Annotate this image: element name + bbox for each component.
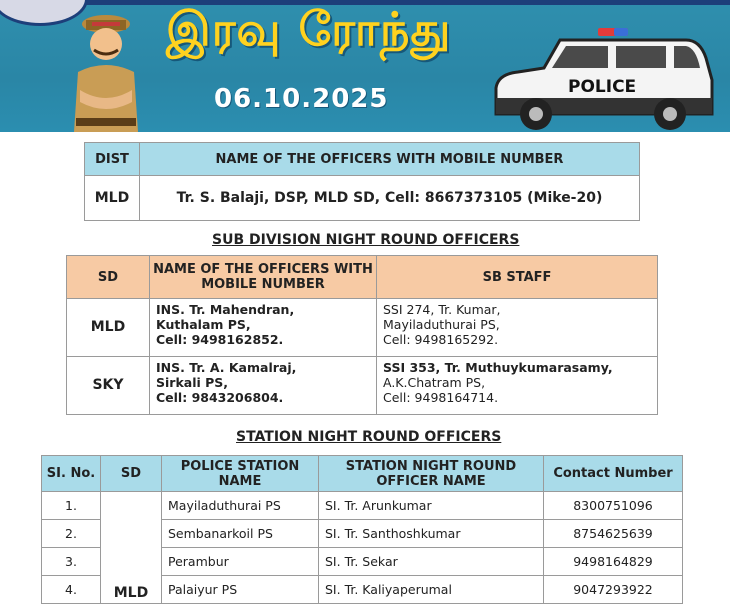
- column-header: STATION NIGHT ROUND OFFICER NAME: [319, 456, 544, 492]
- sd-group-cell: MLD: [101, 492, 162, 604]
- police-station-cell: Mayiladuthurai PS: [162, 492, 319, 520]
- police-station-cell: Sembanarkoil PS: [162, 520, 319, 548]
- officer-line: Cell: 9843206804.: [156, 390, 284, 405]
- dist-officer-table: [84, 142, 640, 221]
- contact-cell: 8754625639: [544, 520, 683, 548]
- sb-staff-cell: [377, 357, 658, 415]
- column-header: SD: [101, 456, 162, 492]
- station-heading: STATION NIGHT ROUND OFFICERS: [236, 429, 502, 445]
- serial-cell: 1.: [42, 492, 101, 520]
- officer-line: INS. Tr. A. Kamalraj,: [156, 360, 297, 375]
- contact-cell: 9047293922: [544, 576, 683, 604]
- column-header: SD: [67, 256, 150, 299]
- sd-cell: SKY: [67, 357, 150, 415]
- column-header: NAME OF THE OFFICERS WITH MOBILE NUMBER: [140, 143, 640, 176]
- officer-cell: [150, 299, 377, 357]
- table-row: [67, 299, 658, 357]
- officer-line: Sirkali PS,: [156, 375, 229, 390]
- table-row: [42, 492, 683, 520]
- table-row: [85, 176, 640, 221]
- table-row: [67, 357, 658, 415]
- car-police-label: POLICE: [568, 77, 637, 97]
- sb-line: Cell: 9498164714.: [383, 390, 499, 405]
- header-banner: [0, 0, 730, 132]
- table-header-row: [85, 143, 640, 176]
- station-table: [41, 455, 683, 604]
- sb-line: SSI 274, Tr. Kumar,: [383, 302, 501, 317]
- column-header: DIST: [85, 143, 140, 176]
- officer-cell: [150, 357, 377, 415]
- officer-cell: SI. Tr. Kaliyaperumal: [319, 576, 544, 604]
- column-header: NAME OF THE OFFICERS WITH MOBILE NUMBER: [150, 256, 377, 299]
- officer-cell: SI. Tr. Sekar: [319, 548, 544, 576]
- police-station-cell: Perambur: [162, 548, 319, 576]
- column-header: Contact Number: [544, 456, 683, 492]
- sb-line: Cell: 9498165292.: [383, 332, 499, 347]
- serial-cell: 2.: [42, 520, 101, 548]
- contact-cell: 8300751096: [544, 492, 683, 520]
- officer-line: Cell: 9498162852.: [156, 332, 284, 347]
- banner-date: 06.10.2025: [214, 84, 389, 114]
- officer-cell: SI. Tr. Arunkumar: [319, 492, 544, 520]
- column-header: POLICE STATION NAME: [162, 456, 319, 492]
- sb-line: A.K.Chatram PS,: [383, 375, 486, 390]
- table-header-row: [67, 256, 658, 299]
- officer-line: Kuthalam PS,: [156, 317, 251, 332]
- sb-staff-cell: [377, 299, 658, 357]
- officer-cell: SI. Tr. Santhoshkumar: [319, 520, 544, 548]
- sub-division-table: [66, 255, 658, 415]
- sb-line: SSI 353, Tr. Muthuykumarasamy,: [383, 360, 613, 375]
- table-header-row: [42, 456, 683, 492]
- police-officer-icon: [56, 6, 156, 132]
- column-header: SI. No.: [42, 456, 101, 492]
- banner-title: இரவு ரோந்து: [166, 2, 452, 56]
- officer-line: INS. Tr. Mahendran,: [156, 302, 295, 317]
- column-header: SB STAFF: [377, 256, 658, 299]
- dsp-officer-cell: Tr. S. Balaji, DSP, MLD SD, Cell: 8667373105 (Mike-20): [140, 176, 640, 221]
- dist-cell: MLD: [85, 176, 140, 221]
- police-station-cell: Palaiyur PS: [162, 576, 319, 604]
- contact-cell: 9498164829: [544, 548, 683, 576]
- sb-line: Mayiladuthurai PS,: [383, 317, 500, 332]
- serial-cell: 3.: [42, 548, 101, 576]
- police-car-icon: [490, 28, 720, 132]
- sub-division-heading: SUB DIVISION NIGHT ROUND OFFICERS: [212, 232, 520, 248]
- sd-cell: MLD: [67, 299, 150, 357]
- serial-cell: 4.: [42, 576, 101, 604]
